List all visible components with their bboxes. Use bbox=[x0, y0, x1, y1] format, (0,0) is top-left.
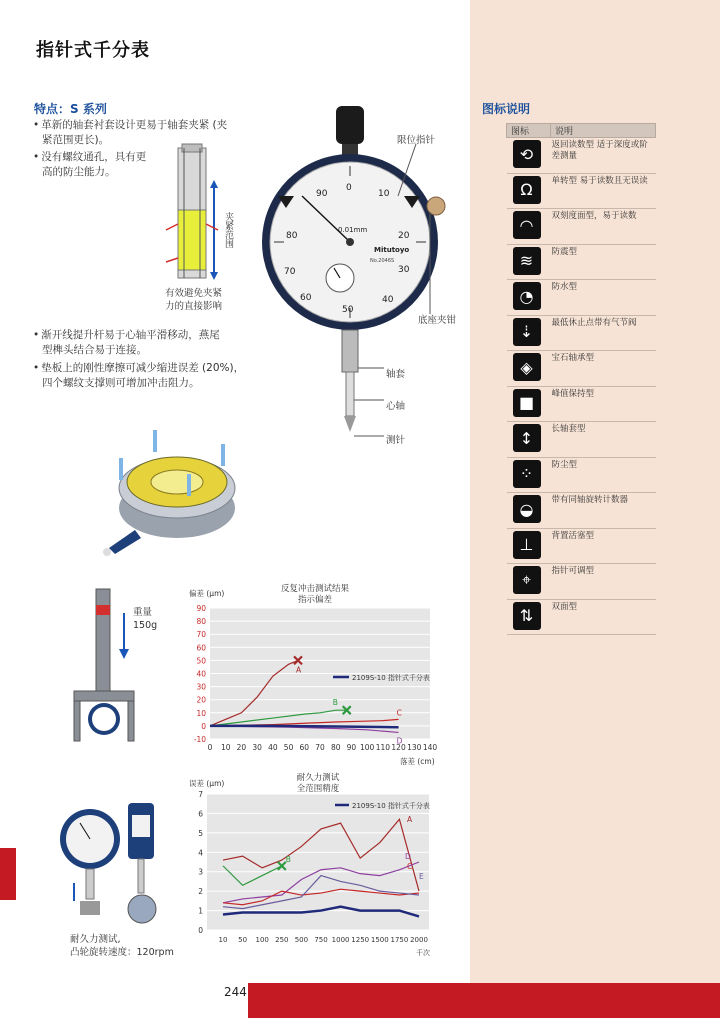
icon-legend-title: 图标说明 bbox=[482, 102, 531, 116]
clamp-caption: 有效避免夹紧 力的直接影响 bbox=[165, 288, 223, 312]
y-tick-label: 6 bbox=[198, 809, 203, 819]
series-label: C bbox=[407, 862, 413, 871]
icon-legend-desc: 宝石轴承型 bbox=[551, 353, 595, 363]
x-tick-label: 1000 bbox=[331, 936, 350, 944]
x-tick-label: 50 bbox=[283, 743, 294, 752]
air-vent-icon-glyph: ⇣ bbox=[519, 322, 534, 341]
svg-text:20: 20 bbox=[398, 231, 410, 241]
series-label: D bbox=[396, 736, 403, 746]
icon-legend-desc: 峰值保持型 bbox=[551, 388, 595, 399]
svg-text:0: 0 bbox=[346, 183, 352, 193]
col-icon-header: 图标 bbox=[507, 124, 551, 138]
icon-legend-row bbox=[507, 528, 656, 564]
waterproof-icon-glyph: ◔ bbox=[519, 286, 534, 306]
pointer-adjust-icon-glyph: ⌖ bbox=[521, 570, 531, 589]
svg-text:80: 80 bbox=[286, 231, 298, 241]
icon-legend-desc: 差测量 bbox=[551, 151, 578, 161]
x-tick-label: 20 bbox=[236, 743, 247, 752]
x-tick-label: 30 bbox=[252, 743, 262, 752]
peak-hold-icon bbox=[513, 389, 541, 417]
y-tick-label: 60 bbox=[196, 643, 206, 653]
waterproof-icon bbox=[513, 282, 541, 310]
callout-spindle: 心轴 bbox=[386, 401, 406, 412]
svg-text:50: 50 bbox=[342, 305, 354, 315]
callout-contact-point: 测针 bbox=[386, 435, 406, 446]
icon-legend-row bbox=[507, 351, 656, 387]
long-stroke-icon-glyph: ↕ bbox=[519, 428, 534, 448]
dustproof-icon-glyph: ⁘ bbox=[519, 464, 534, 483]
icon-legend-desc: 双刻度面型，易于读数 bbox=[551, 211, 637, 221]
y-tick-label: 0 bbox=[201, 721, 206, 731]
callout-bezel-clamp: 底座夹钳 bbox=[418, 315, 457, 326]
chart-title: 反复冲击测试结果 bbox=[280, 584, 350, 594]
long-stroke-icon bbox=[513, 424, 541, 452]
y-tick-label: 90 bbox=[196, 604, 206, 613]
icon-legend-row bbox=[507, 493, 656, 529]
clamp-range-label: 夹紧范围 bbox=[223, 212, 233, 248]
icon-legend-row bbox=[507, 209, 656, 245]
dial-brand: Mitutoyo bbox=[374, 246, 410, 254]
svg-text:60: 60 bbox=[300, 293, 312, 303]
icon-legend-desc: 背置活塞型 bbox=[551, 530, 595, 541]
series-label: A bbox=[296, 665, 302, 675]
feature-bullet: • 渐开线提升杆易于心轴平滑移动，燕尾 型榫头结合易于连接。 bbox=[33, 329, 220, 356]
revolution-counter-icon bbox=[513, 495, 541, 523]
x-tick-label: 90 bbox=[346, 743, 357, 752]
revolution-counter-icon-glyph: ◒ bbox=[519, 499, 534, 519]
icon-legend-desc: 双面型 bbox=[551, 601, 578, 612]
dial-model: No.2046S bbox=[370, 258, 395, 264]
icon-legend-desc: 防尘型 bbox=[551, 459, 578, 470]
icon-legend-row bbox=[507, 280, 656, 316]
y-tick-label: 70 bbox=[196, 630, 206, 640]
series-label: A bbox=[407, 815, 413, 824]
x-axis-label: 千次 bbox=[416, 949, 430, 957]
durability-caption: 耐久力测试, 凸轮旋转速度：120rpm bbox=[70, 934, 174, 958]
x-tick-label: 2000 bbox=[410, 936, 428, 944]
y-tick-label: 2 bbox=[198, 887, 203, 897]
jewel-bearing-icon-glyph: ◈ bbox=[520, 357, 533, 377]
durability-test-chart bbox=[185, 772, 455, 960]
bezel-mechanism-illustration bbox=[95, 430, 250, 560]
durability-test-illustration bbox=[58, 793, 168, 933]
dial-resolution: 0.01mm bbox=[338, 226, 368, 234]
icon-legend-desc: 最低休止点带有气节阀 bbox=[551, 317, 637, 328]
x-tick-label: 100 bbox=[255, 936, 269, 944]
impact-test-chart bbox=[185, 582, 455, 772]
dual-scale-icon bbox=[513, 211, 541, 239]
svg-text:90: 90 bbox=[316, 189, 328, 199]
x-tick-label: 60 bbox=[299, 743, 310, 752]
callout-stem: 轴套 bbox=[386, 369, 406, 380]
feature-bullet: • 没有螺纹通孔，具有更 高的防尘能力。 bbox=[33, 151, 147, 178]
icon-legend-desc: 单转型 易于读数且无误读 bbox=[551, 175, 648, 186]
x-tick-label: 80 bbox=[330, 743, 341, 752]
x-tick-label: 100 bbox=[359, 743, 375, 752]
icon-legend-row bbox=[507, 138, 656, 174]
series-line-5 bbox=[210, 726, 399, 727]
feature-bullet: • 垫板上的刚性摩擦可减少缩进误差 (20%)， 四个螺纹支撑则可增加冲击阻力。 bbox=[33, 362, 245, 389]
single-rotation-icon-glyph: Ω bbox=[520, 180, 533, 199]
series-label: B bbox=[332, 698, 338, 708]
jewel-bearing-icon bbox=[513, 353, 541, 381]
y-tick-label: 4 bbox=[198, 848, 203, 858]
back-plunger-icon-glyph: ⊥ bbox=[519, 535, 534, 554]
icon-legend-desc: 返回读数型 适于深度或阶 bbox=[551, 140, 648, 150]
section-tab bbox=[0, 848, 16, 900]
icon-legend-row bbox=[507, 599, 656, 635]
chart-subtitle: 全范围精度 bbox=[296, 784, 340, 794]
shockproof-icon-glyph: ≋ bbox=[519, 251, 534, 270]
x-tick-label: 130 bbox=[407, 743, 422, 752]
icon-legend-row bbox=[507, 244, 656, 280]
icon-legend-row bbox=[507, 173, 656, 209]
callout-limit-pointer: 限位指针 bbox=[397, 135, 436, 146]
legend-label: 2109S-10 指针式千分表 bbox=[352, 674, 430, 682]
double-face-icon-glyph: ⇅ bbox=[519, 606, 534, 625]
x-tick-label: 70 bbox=[315, 743, 325, 752]
icon-legend-desc: 防水型 bbox=[551, 282, 578, 292]
dual-scale-icon-glyph: ◠ bbox=[519, 215, 534, 235]
x-tick-label: 50 bbox=[238, 936, 248, 944]
series-label: D bbox=[405, 852, 411, 861]
dustproof-icon bbox=[513, 460, 541, 488]
series-label: B bbox=[285, 854, 291, 864]
icon-legend-row bbox=[507, 422, 656, 458]
feature-bullet: • 革新的轴套衬套设计更易于轴套夹紧 (夹 紧范围更长)。 bbox=[33, 119, 228, 146]
svg-text:30: 30 bbox=[398, 265, 410, 275]
y-tick-label: 50 bbox=[196, 656, 206, 666]
icon-legend-row bbox=[507, 457, 656, 493]
icon-legend-desc: 带有同轴旋转计数器 bbox=[551, 495, 629, 505]
page-title: 指针式千分表 bbox=[36, 40, 150, 61]
icon-legend-desc: 防震型 bbox=[551, 246, 578, 257]
reverse-reading-icon-glyph: ⟲ bbox=[519, 144, 534, 164]
single-rotation-icon bbox=[513, 176, 541, 204]
weight-label: 重量 150g bbox=[133, 607, 158, 631]
y-tick-label: 5 bbox=[198, 828, 203, 838]
icon-legend-row bbox=[507, 564, 656, 600]
svg-text:10: 10 bbox=[378, 189, 390, 199]
y-tick-label: 1 bbox=[198, 906, 203, 916]
x-tick-label: 250 bbox=[275, 936, 289, 944]
x-tick-label: 120 bbox=[391, 743, 406, 752]
y-tick-label: 7 bbox=[198, 790, 203, 799]
y-tick-label: 20 bbox=[196, 695, 206, 705]
icon-legend-desc: 指针可调型 bbox=[551, 566, 595, 576]
reverse-reading-icon bbox=[513, 140, 541, 168]
air-vent-icon bbox=[513, 318, 541, 346]
col-desc-header: 说明 bbox=[551, 124, 656, 138]
y-tick-label: 10 bbox=[196, 708, 206, 718]
x-tick-label: 10 bbox=[218, 936, 228, 944]
peak-hold-icon-glyph: ■ bbox=[518, 393, 535, 412]
x-tick-label: 1500 bbox=[370, 936, 389, 944]
shockproof-icon bbox=[513, 247, 541, 275]
double-face-icon bbox=[513, 602, 541, 630]
y-tick-label: 30 bbox=[196, 682, 206, 692]
y-tick-label: 40 bbox=[196, 669, 206, 679]
y-tick-label: 0 bbox=[198, 926, 203, 935]
x-tick-label: 40 bbox=[268, 743, 278, 752]
icon-legend-row bbox=[507, 386, 656, 422]
x-tick-label: 1250 bbox=[351, 936, 370, 944]
icon-legend-desc: 长轴套型 bbox=[551, 424, 586, 434]
y-tick-label: -10 bbox=[193, 735, 206, 744]
dial-gauge-illustration bbox=[258, 100, 448, 445]
x-tick-label: 1750 bbox=[390, 936, 409, 944]
features-heading: 特点：S 系列 bbox=[34, 102, 107, 116]
page-number: 244 bbox=[224, 985, 247, 999]
svg-text:40: 40 bbox=[382, 295, 394, 305]
series-label: E bbox=[419, 872, 424, 881]
x-axis-label: 落差 (cm) bbox=[400, 757, 435, 766]
y-tick-label: 80 bbox=[196, 617, 206, 627]
y-axis-label: 误差 (μm) bbox=[189, 779, 225, 788]
chart-subtitle: 指示偏差 bbox=[297, 595, 333, 605]
x-tick-label: 10 bbox=[220, 743, 231, 752]
chart-title: 耐久力测试 bbox=[296, 773, 340, 783]
legend-label: 2109S-10 指针式千分表 bbox=[352, 802, 430, 810]
x-tick-label: 0 bbox=[207, 743, 213, 752]
svg-text:70: 70 bbox=[284, 267, 296, 277]
y-tick-label: 3 bbox=[198, 867, 203, 877]
x-tick-label: 140 bbox=[422, 743, 438, 752]
icon-legend-table bbox=[506, 123, 656, 635]
series-label: C bbox=[396, 708, 402, 718]
x-tick-label: 750 bbox=[314, 936, 328, 944]
icon-legend-row bbox=[507, 315, 656, 351]
footer-bar bbox=[248, 983, 720, 1018]
pointer-adjust-icon bbox=[513, 566, 541, 594]
x-tick-label: 500 bbox=[294, 936, 309, 944]
x-tick-label: 110 bbox=[375, 743, 391, 752]
y-axis-label: 偏差 (μm) bbox=[189, 589, 225, 598]
back-plunger-icon bbox=[513, 531, 541, 559]
